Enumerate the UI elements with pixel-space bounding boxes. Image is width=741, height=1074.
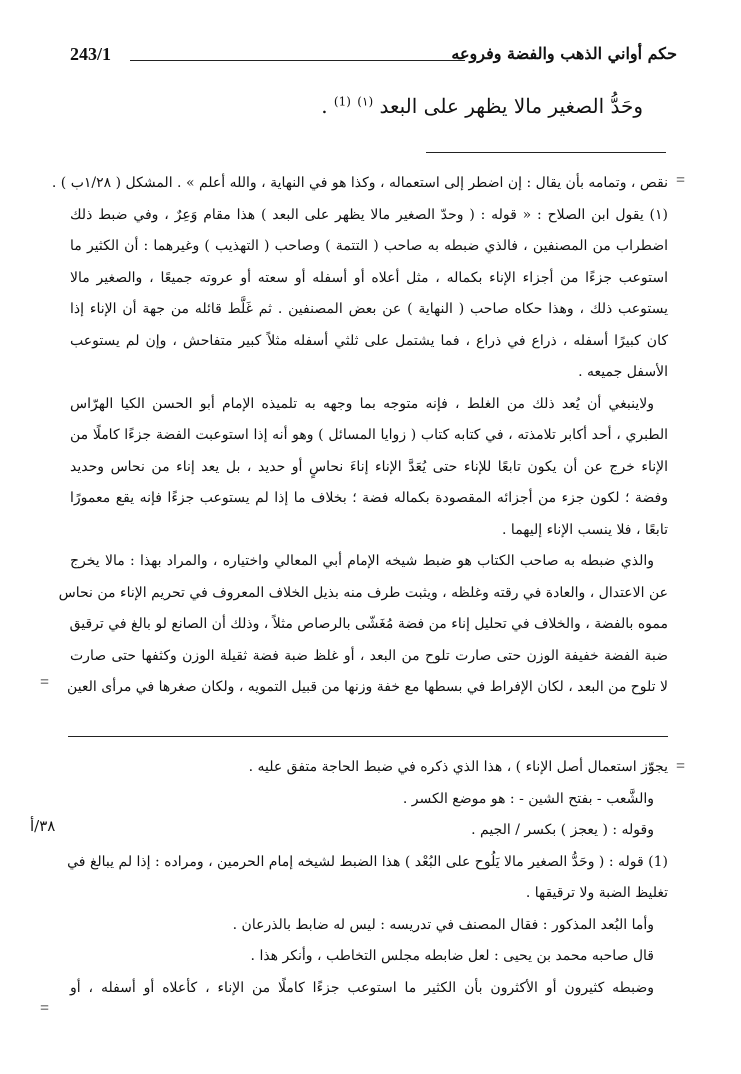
continuation-marker-start: = [676, 172, 686, 189]
footnote-line: الإناء خرج عن أن يكون تابعًا للإناء حتى يُعَدَّ الإناء إناءَ نحاسٍ أو حديد ، بل يعد إناء من نحاس وحديد [70, 458, 668, 475]
footnote-line: تابعًا ، فلا ينسب الإناء إليهما . [502, 521, 668, 538]
footnote-line: استوعب جزءًا من أجزاء الإناء بكماله ، مثل أعلاه أو أسفله أو سعته أو عروته جميعًا ، والصغير مالا [70, 269, 668, 286]
footnote-line: وأما البُعد المذكور : فقال المصنف في تدريسه : ليس له ضابط بالذرعان . [232, 916, 654, 933]
main-text: وحَدُّ الصغير مالا يظهر على البعد [379, 94, 643, 118]
footnote-line: يستوعب ذلك ، وهذا حكاه صاحب ( النهاية ) عن بعض المصنفين . ثم غَلَّط قائله من جهة أن الإناء إذا [70, 301, 668, 317]
footnotes-top [51, 168, 668, 704]
continuation-marker-bottom-end: = [40, 1000, 50, 1017]
main-text-period: . [321, 94, 328, 118]
main-text-line [321, 94, 643, 118]
footnote-line: والشَّعب - بفتح الشين - : هو موضع الكسر . [402, 790, 654, 807]
footnote-line: لا تلوح من البعد ، لكان الإفراط في بسطها مع خفة وزنها من قبيل التمويه ، ولكان صغرها في مرأى العين [67, 679, 668, 695]
footnote-line: نقص ، وتمامه بأن يقال : إن اضطر إلى استعماله ، وكذا هو في النهاية ، والله أعلم » . المشكل ( ١/٢٨ب ) . [51, 175, 668, 191]
footnote-line: والذي ضبطه به صاحب الكتاب هو ضبط شيخه الإمام أبي المعالي واختياره ، والمراد بهذا : مالا يخرج [70, 553, 654, 569]
footnote-line: وفضة ؛ لكون جزء من أجزائه المقصودة بكماله فضة ؛ بخلاف ما إذا لم يستوعب جزءًا فإنه يقع معمورًا [70, 490, 668, 506]
footnote-line: الأسفل جميعه . [578, 364, 668, 380]
footnote-line: (1) قوله : ( وحَدُّ الصغير مالا يَلُوح على البُعْد ) هذا الضبط لشيخه إمام الحرمين ، ومراده : إذا لم يبالغ في [67, 853, 668, 870]
footnote-ref-latin: (1) [333, 94, 351, 109]
footnote-line: ضبة الفضة خفيفة الوزن حتى صارت تلوح من البعد ، أو غلظ ضبة فضة ثقيلة الوزن وكثفها حتى صارت [70, 647, 668, 664]
footnote-line: (١) يقول ابن الصلاح : « قوله : ( وحدّ الصغير مالا يظهر على البعد ) هذا مقام وَعِرٌ ، وفي ضبط ذلك [70, 206, 668, 223]
page-header [70, 44, 677, 78]
folio-margin-note: ٣٨/أ [30, 817, 56, 835]
footnote-line: عن الاعتدال ، والعادة في رقته وغلظه ، ويثبت طرف منه بذيل الخلاف المعروف في تحريم الإناء من نحاس [58, 584, 668, 601]
footnote-line: اضطراب من المصنفين ، فالذي ضبطه به صاحب ( التتمة ) وصاحب ( التهذيب ) وغيرهما : أن الكثير ما [70, 238, 668, 254]
footnote-ref-arabic: (١) [357, 94, 374, 109]
footnote-line: كان كبيرًا أسفله ، ذراع في ذراع ، فما يشتمل على ثلثي أسفله مثلاً كبير متفاحش ، وإن لم يستوعب [70, 332, 668, 349]
footnote-separator-bottom [68, 736, 668, 737]
page-number: 243/1 [70, 44, 112, 64]
continuation-marker-bottom-start: = [676, 758, 686, 775]
footnote-line: قال صاحبه محمد بن يحيى : لعل ضابطه مجلس التخاطب ، وأنكر هذا . [250, 948, 654, 964]
footnote-line: يجوّز استعمال أصل الإناء ) ، هذا الذي ذكره في ضبط الحاجة متفق عليه . [248, 759, 668, 775]
footnote-line: الطبري ، أحد أكابر تلامذته ، في كتابه كتاب ( زوايا المسائل ) وهو أنه إذا استوعبت الفضة جزءًا كاملًا من [70, 427, 668, 443]
footnote-line: وضبطه كثيرون أو الأكثرون بأن الكثير ما استوعب جزءًا كاملًا من الإناء ، كأعلاه أو أسفله ، أو [70, 979, 654, 996]
footnote-line: تغليظ الضبة ولا ترقيقها . [525, 885, 668, 901]
header-rule [130, 60, 465, 61]
running-title: حكم أواني الذهب والفضة وفروعه [451, 44, 677, 63]
footnote-separator-top [426, 152, 666, 153]
footnote-line: مموه بالفضة ، والخلاف في تحليل إناء من فضة مُغَشّى بالرصاص مثلاً ، وذلك أن الصانع لو بالغ في ترقيق [69, 616, 668, 632]
footnotes-bottom [67, 752, 668, 1004]
footnote-line: ولاينبغي أن يُعد ذلك من الغلط ، فإنه متوجه بما وجهه به تلميذه الإمام أبو الحسن الكيا الهرّاس [70, 395, 654, 412]
footnote-line: وقوله : ( يعجز ) بكسر / الجيم . [471, 822, 654, 838]
continuation-marker-end: = [40, 674, 50, 691]
